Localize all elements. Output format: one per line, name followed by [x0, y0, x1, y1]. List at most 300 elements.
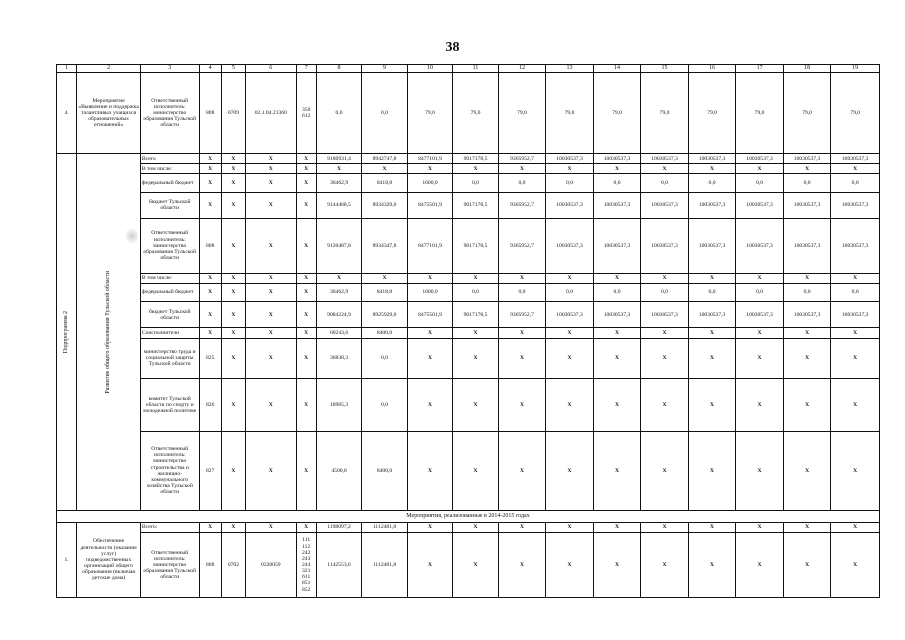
code-cell-c5: 0709 — [221, 73, 245, 154]
value-cell: 9365952,7 — [498, 302, 546, 328]
code-cell-c7: Х — [296, 164, 316, 174]
value-cell: 0,0 — [831, 283, 880, 301]
code-cell-c4: Х — [199, 154, 221, 164]
column-number: 4 — [199, 65, 221, 73]
value-cell: 10030537,3 — [736, 218, 784, 273]
value-cell: Х — [546, 379, 594, 432]
value-cell: Х — [736, 533, 784, 598]
value-cell: 10030537,3 — [546, 218, 594, 273]
value-cell: Х — [498, 522, 546, 532]
value-cell: Х — [736, 431, 784, 510]
code-cell-c5: Х — [221, 338, 245, 379]
executor-label: Ответственный исполнитель: министерство образования Тульской области — [140, 73, 199, 154]
code-cell-c6: Х — [246, 431, 297, 510]
column-number: 13 — [546, 65, 594, 73]
expense-code: 851 — [301, 580, 311, 587]
value-cell: Х — [831, 431, 880, 510]
column-number: 16 — [688, 65, 736, 73]
code-cell-c7: Х — [296, 431, 316, 510]
code-cell-c6: 0220059 — [246, 533, 297, 598]
row-label: Ответственный исполнитель: министерство строительства и жилищно-коммунального хозяйства Тульской области — [140, 431, 199, 510]
code-cell-c5: Х — [221, 174, 245, 192]
value-cell: 8942747,8 — [362, 154, 407, 164]
expense-code: 321 — [301, 568, 311, 575]
code-cell-c7: 350 612 — [296, 73, 316, 154]
row-label: бюджет Тульской области — [140, 302, 199, 328]
code-cell-c6: Х — [246, 273, 297, 283]
value-cell: 4500,0 — [316, 431, 361, 510]
row-label: федеральный бюджет — [140, 174, 199, 192]
expense-code: 243 — [301, 555, 311, 562]
value-cell: Х — [641, 431, 689, 510]
table-row-event-1-executor — [57, 533, 880, 598]
table-row — [57, 192, 880, 218]
value-cell: Х — [688, 164, 736, 174]
executor-label: Ответственный исполнитель: министерство образования Тульской области — [140, 533, 199, 598]
value-cell: 10030537,3 — [831, 302, 880, 328]
code-cell-c6: 02.1.04.21360 — [246, 73, 297, 154]
value-cell: 9120487,8 — [316, 218, 361, 273]
value-cell: Х — [736, 164, 784, 174]
code-cell-c5: Х — [221, 379, 245, 432]
value-cell: Х — [831, 533, 880, 598]
value-cell: Х — [453, 533, 498, 598]
value-cell: Х — [641, 328, 689, 338]
value-cell: 10030537,3 — [688, 192, 736, 218]
code-cell-c4: Х — [199, 174, 221, 192]
value-cell: 0,0 — [831, 174, 880, 192]
page-number: 38 — [445, 40, 460, 55]
subprogram-label — [57, 154, 77, 511]
value-cell: 1142553,6 — [316, 533, 361, 598]
column-number: 5 — [221, 65, 245, 73]
value-cell: Х — [546, 273, 594, 283]
value-cell: Х — [831, 328, 880, 338]
code-cell-c6: Х — [246, 192, 297, 218]
code-cell-c5: Х — [221, 273, 245, 283]
column-number: 14 — [593, 65, 641, 73]
value-cell: 0,0 — [736, 174, 784, 192]
value-cell: 9017178,5 — [453, 302, 498, 328]
value-cell: 0,0 — [593, 174, 641, 192]
code-cell-c6: Х — [246, 154, 297, 164]
value-cell: 10030537,3 — [641, 218, 689, 273]
value-cell: Х — [831, 164, 880, 174]
code-cell-c4: 808 — [199, 73, 221, 154]
value-cell: Х — [407, 379, 452, 432]
row-label: бюджет Тульской области — [140, 192, 199, 218]
value-cell: Х — [362, 164, 407, 174]
value-cell: Х — [688, 533, 736, 598]
value-cell: Х — [641, 338, 689, 379]
value-cell: 10030537,3 — [546, 192, 594, 218]
value-cell: 1600,0 — [407, 283, 452, 301]
code-cell-c6: Х — [246, 338, 297, 379]
value-cell: Х — [593, 273, 641, 283]
table-row — [57, 338, 880, 379]
code-cell-c7: Х — [296, 338, 316, 379]
value-cell: Х — [688, 522, 736, 532]
value-cell: Х — [641, 273, 689, 283]
ink-smudge — [126, 226, 138, 246]
value-cell: 9180931,4 — [316, 154, 361, 164]
subprogram-name — [77, 154, 141, 511]
value-cell: 9144468,5 — [316, 192, 361, 218]
code-cell-c7: Х — [296, 174, 316, 192]
column-number: 12 — [498, 65, 546, 73]
code-cell-c4: Х — [199, 302, 221, 328]
code-cell-c7: Х — [296, 283, 316, 301]
value-cell: 10030537,3 — [546, 302, 594, 328]
value-cell: 8418,8 — [362, 283, 407, 301]
column-number-row — [57, 65, 880, 73]
value-cell: Х — [736, 338, 784, 379]
value-cell: Х — [736, 522, 784, 532]
value-cell: Х — [453, 338, 498, 379]
value-cell: 9017178,5 — [453, 218, 498, 273]
code-cell-c5: Х — [221, 218, 245, 273]
value-cell: 79,0 — [453, 73, 498, 154]
column-number: 8 — [316, 65, 361, 73]
value-cell: 8934329,0 — [362, 192, 407, 218]
value-cell: 10030537,3 — [688, 154, 736, 164]
table-row — [57, 431, 880, 510]
code-cell-c7: Х — [296, 218, 316, 273]
table-row — [57, 174, 880, 192]
value-cell: 9365952,7 — [498, 218, 546, 273]
value-cell: Х — [688, 379, 736, 432]
value-cell: 0,0 — [453, 283, 498, 301]
value-cell: Х — [407, 522, 452, 532]
table-row — [57, 328, 880, 338]
value-cell: Х — [453, 522, 498, 532]
value-cell: 10030537,3 — [783, 154, 831, 164]
table-row — [57, 164, 880, 174]
value-cell: Х — [831, 273, 880, 283]
event-name: Обеспечение деятельности (оказание услуг) подведомственных организаций общего образования (включая детские дома) — [77, 522, 141, 597]
row-label: Всего: — [140, 522, 199, 532]
code-cell-c7: Х — [296, 522, 316, 532]
table-row — [57, 273, 880, 283]
value-cell: Х — [498, 164, 546, 174]
column-number: 18 — [783, 65, 831, 73]
table-row-event-4 — [57, 73, 880, 154]
value-cell: 10030537,3 — [593, 302, 641, 328]
code-cell-c6: Х — [246, 379, 297, 432]
row-label: Ответственный исполнитель: министерство образования Тульской области — [140, 218, 199, 273]
value-cell: 10030537,3 — [641, 154, 689, 164]
section-banner: Мероприятия, реализованные в 2014-2015 годах — [57, 510, 880, 522]
value-cell: Х — [453, 164, 498, 174]
row-label: федеральный бюджет — [140, 283, 199, 301]
column-number: 9 — [362, 65, 407, 73]
value-cell: Х — [688, 328, 736, 338]
value-cell: 8934347,8 — [362, 218, 407, 273]
code-cell-c6: Х — [246, 302, 297, 328]
value-cell: Х — [407, 164, 452, 174]
table-row — [57, 218, 880, 273]
value-cell: 79,0 — [593, 73, 641, 154]
value-cell: 10030537,3 — [593, 218, 641, 273]
value-cell: Х — [783, 379, 831, 432]
code-cell-c5: 0702 — [221, 533, 245, 598]
value-cell: 10030537,3 — [783, 192, 831, 218]
value-cell: 10030537,3 — [831, 154, 880, 164]
value-cell: 8418,8 — [362, 174, 407, 192]
row-number: 1. — [57, 522, 77, 597]
code-cell-c4: Х — [199, 328, 221, 338]
code-cell-c5: Х — [221, 283, 245, 301]
code-cell-c5: Х — [221, 431, 245, 510]
column-number: 6 — [246, 65, 297, 73]
value-cell: Х — [736, 273, 784, 283]
value-cell: 10030537,3 — [641, 302, 689, 328]
code-cell-c7: Х — [296, 302, 316, 328]
code-cell-c5: Х — [221, 302, 245, 328]
value-cell: Х — [498, 273, 546, 283]
value-cell: Х — [546, 533, 594, 598]
code-cell-c4: Х — [199, 522, 221, 532]
value-cell: 10030537,3 — [736, 192, 784, 218]
value-cell: 0,0 — [453, 174, 498, 192]
expense-code: 611 — [302, 574, 311, 581]
value-cell: Х — [498, 533, 546, 598]
value-cell: 0,0 — [688, 174, 736, 192]
value-cell: Х — [546, 431, 594, 510]
value-cell: 10030537,3 — [783, 302, 831, 328]
budget-table — [56, 64, 880, 598]
value-cell: Х — [593, 431, 641, 510]
value-cell: 0,0 — [546, 283, 594, 301]
value-cell: Х — [688, 273, 736, 283]
value-cell: Х — [783, 338, 831, 379]
value-cell: Х — [498, 431, 546, 510]
table-row-event-1-total — [57, 522, 880, 532]
value-cell: 10030537,3 — [783, 218, 831, 273]
value-cell: 9017178,5 — [453, 154, 498, 164]
value-cell: 10030537,3 — [593, 192, 641, 218]
value-cell: Х — [546, 328, 594, 338]
value-cell: Х — [593, 522, 641, 532]
value-cell: 10030537,3 — [688, 218, 736, 273]
code-cell-c7: Х — [296, 192, 316, 218]
row-label: В том числе: — [140, 164, 199, 174]
value-cell: 10030537,3 — [736, 302, 784, 328]
value-cell: 8400,0 — [362, 431, 407, 510]
code-cell-c4: 827 — [199, 431, 221, 510]
table-row — [57, 283, 880, 301]
value-cell: 36838,3 — [316, 338, 361, 379]
code-cell-c6: Х — [246, 328, 297, 338]
value-cell: Х — [783, 328, 831, 338]
value-cell: 79,0 — [546, 73, 594, 154]
expense-code: 111 — [302, 537, 311, 544]
value-cell: Х — [546, 164, 594, 174]
code-cell-c6: Х — [246, 164, 297, 174]
code-cell-c6: Х — [246, 283, 297, 301]
code-cell-c7: Х — [296, 379, 316, 432]
value-cell: Х — [641, 379, 689, 432]
value-cell: Х — [688, 431, 736, 510]
code-cell-c4: 825 — [199, 338, 221, 379]
value-cell: 0,0 — [498, 283, 546, 301]
expense-code: 244 — [301, 561, 311, 568]
table-row — [57, 302, 880, 328]
value-cell: 0,0 — [783, 283, 831, 301]
code-cell-c4: 808 — [199, 533, 221, 598]
value-cell: 8477101,9 — [407, 218, 452, 273]
value-cell: Х — [831, 338, 880, 379]
value-cell: 79,0 — [498, 73, 546, 154]
value-cell: Х — [498, 379, 546, 432]
value-cell: 79,0 — [831, 73, 880, 154]
code-cell-c4: 808 — [199, 218, 221, 273]
value-cell: 0,0 — [641, 174, 689, 192]
code-cell-c6: Х — [246, 218, 297, 273]
value-cell: Х — [641, 533, 689, 598]
value-cell: Х — [736, 379, 784, 432]
value-cell: 10030537,3 — [688, 302, 736, 328]
value-cell: Х — [546, 338, 594, 379]
value-cell: 0,0 — [593, 283, 641, 301]
subprogram-name-text: Развитие общего образования Тульской области — [105, 270, 112, 394]
value-cell: Х — [407, 273, 452, 283]
code-cell-c4: Х — [199, 273, 221, 283]
value-cell: Х — [546, 522, 594, 532]
code-cell-c4: Х — [199, 192, 221, 218]
column-number: 19 — [831, 65, 880, 73]
value-cell: 36462,9 — [316, 283, 361, 301]
code-cell-c4: 826 — [199, 379, 221, 432]
value-cell: 9365952,7 — [498, 154, 546, 164]
value-cell: 10030537,3 — [831, 218, 880, 273]
value-cell: Х — [498, 328, 546, 338]
value-cell: 79,0 — [407, 73, 452, 154]
code-cell-c5: Х — [221, 328, 245, 338]
value-cell: Х — [831, 379, 880, 432]
column-number: 7 — [296, 65, 316, 73]
value-cell: 8400,0 — [362, 328, 407, 338]
value-cell: Х — [316, 273, 361, 283]
value-cell: Х — [453, 379, 498, 432]
value-cell: 1600,0 — [407, 174, 452, 192]
code-cell-c4: Х — [199, 164, 221, 174]
value-cell: 0,0 — [641, 283, 689, 301]
value-cell: 79,0 — [736, 73, 784, 154]
value-cell: Х — [831, 522, 880, 532]
row-label: Всего — [140, 154, 199, 164]
value-cell: 8925929,0 — [362, 302, 407, 328]
value-cell: 79,0 — [783, 73, 831, 154]
value-cell: 9017178,5 — [453, 192, 498, 218]
expense-code: 242 — [301, 549, 311, 556]
value-cell: 79,0 — [641, 73, 689, 154]
value-cell: Х — [407, 533, 452, 598]
value-cell: Х — [453, 328, 498, 338]
value-cell: 10030537,3 — [736, 154, 784, 164]
value-cell: 79,0 — [688, 73, 736, 154]
value-cell: 0,0 — [362, 379, 407, 432]
value-cell: Х — [783, 164, 831, 174]
value-cell: 36462,9 — [316, 174, 361, 192]
code-cell-c7: Х — [296, 273, 316, 283]
value-cell: 0,0 — [783, 174, 831, 192]
row-label: В том числе: — [140, 273, 199, 283]
value-cell: Х — [783, 533, 831, 598]
value-cell: Х — [783, 431, 831, 510]
value-cell: 18905,3 — [316, 379, 361, 432]
code-cell-c7: Х — [296, 154, 316, 164]
value-cell: Х — [407, 328, 452, 338]
value-cell: 8477101,9 — [407, 154, 452, 164]
value-cell: Х — [362, 273, 407, 283]
code-cell-c6: Х — [246, 522, 297, 532]
value-cell: 0,0 — [316, 73, 361, 154]
value-cell: 0,0 — [362, 73, 407, 154]
value-cell: 8475501,9 — [407, 302, 452, 328]
row-label: министерство труда и социальной защиты Тульской области — [140, 338, 199, 379]
value-cell: Х — [736, 328, 784, 338]
expense-codes — [296, 533, 316, 598]
value-cell: 0,0 — [736, 283, 784, 301]
value-cell: Х — [593, 379, 641, 432]
column-number: 17 — [736, 65, 784, 73]
column-number: 1 — [57, 65, 77, 73]
value-cell: Х — [593, 533, 641, 598]
event-name: Мероприятие «Выявление и поддержка талантливых учащихся образовательных отношений» — [77, 73, 141, 154]
code-cell-c4: Х — [199, 283, 221, 301]
value-cell: 0,0 — [546, 174, 594, 192]
code-cell-c7: Х — [296, 328, 316, 338]
value-cell: Х — [688, 338, 736, 379]
value-cell: Х — [453, 431, 498, 510]
value-cell: 0,0 — [362, 338, 407, 379]
value-cell: Х — [593, 338, 641, 379]
row-label: Соисполнители — [140, 328, 199, 338]
value-cell: Х — [453, 273, 498, 283]
value-cell: 9084224,9 — [316, 302, 361, 328]
value-cell: Х — [593, 164, 641, 174]
value-cell: 9365952,7 — [498, 192, 546, 218]
value-cell: Х — [498, 338, 546, 379]
value-cell: Х — [407, 338, 452, 379]
value-cell: 0,0 — [498, 174, 546, 192]
code-cell-c5: Х — [221, 154, 245, 164]
value-cell: 10030537,3 — [641, 192, 689, 218]
code-cell-c6: Х — [246, 174, 297, 192]
table-row — [57, 379, 880, 432]
code-cell-c5: Х — [221, 192, 245, 218]
value-cell: 0,0 — [688, 283, 736, 301]
value-cell: Х — [641, 522, 689, 532]
code-cell-c5: Х — [221, 164, 245, 174]
column-number: 11 — [453, 65, 498, 73]
value-cell: 10030537,3 — [831, 192, 880, 218]
column-number: 15 — [641, 65, 689, 73]
table-row — [57, 154, 880, 164]
column-number: 3 — [140, 65, 199, 73]
code-cell-c5: Х — [221, 522, 245, 532]
value-cell: Х — [783, 522, 831, 532]
value-cell: 8475501,9 — [407, 192, 452, 218]
value-cell: Х — [783, 273, 831, 283]
expense-code: 852 — [301, 586, 311, 593]
column-number: 10 — [407, 65, 452, 73]
value-cell: Х — [593, 328, 641, 338]
row-label: комитет Тульской области по спорту и молодежной политике — [140, 379, 199, 432]
column-number: 2 — [77, 65, 141, 73]
subprogram-label-text: Подпрограмма 2 — [63, 310, 70, 354]
